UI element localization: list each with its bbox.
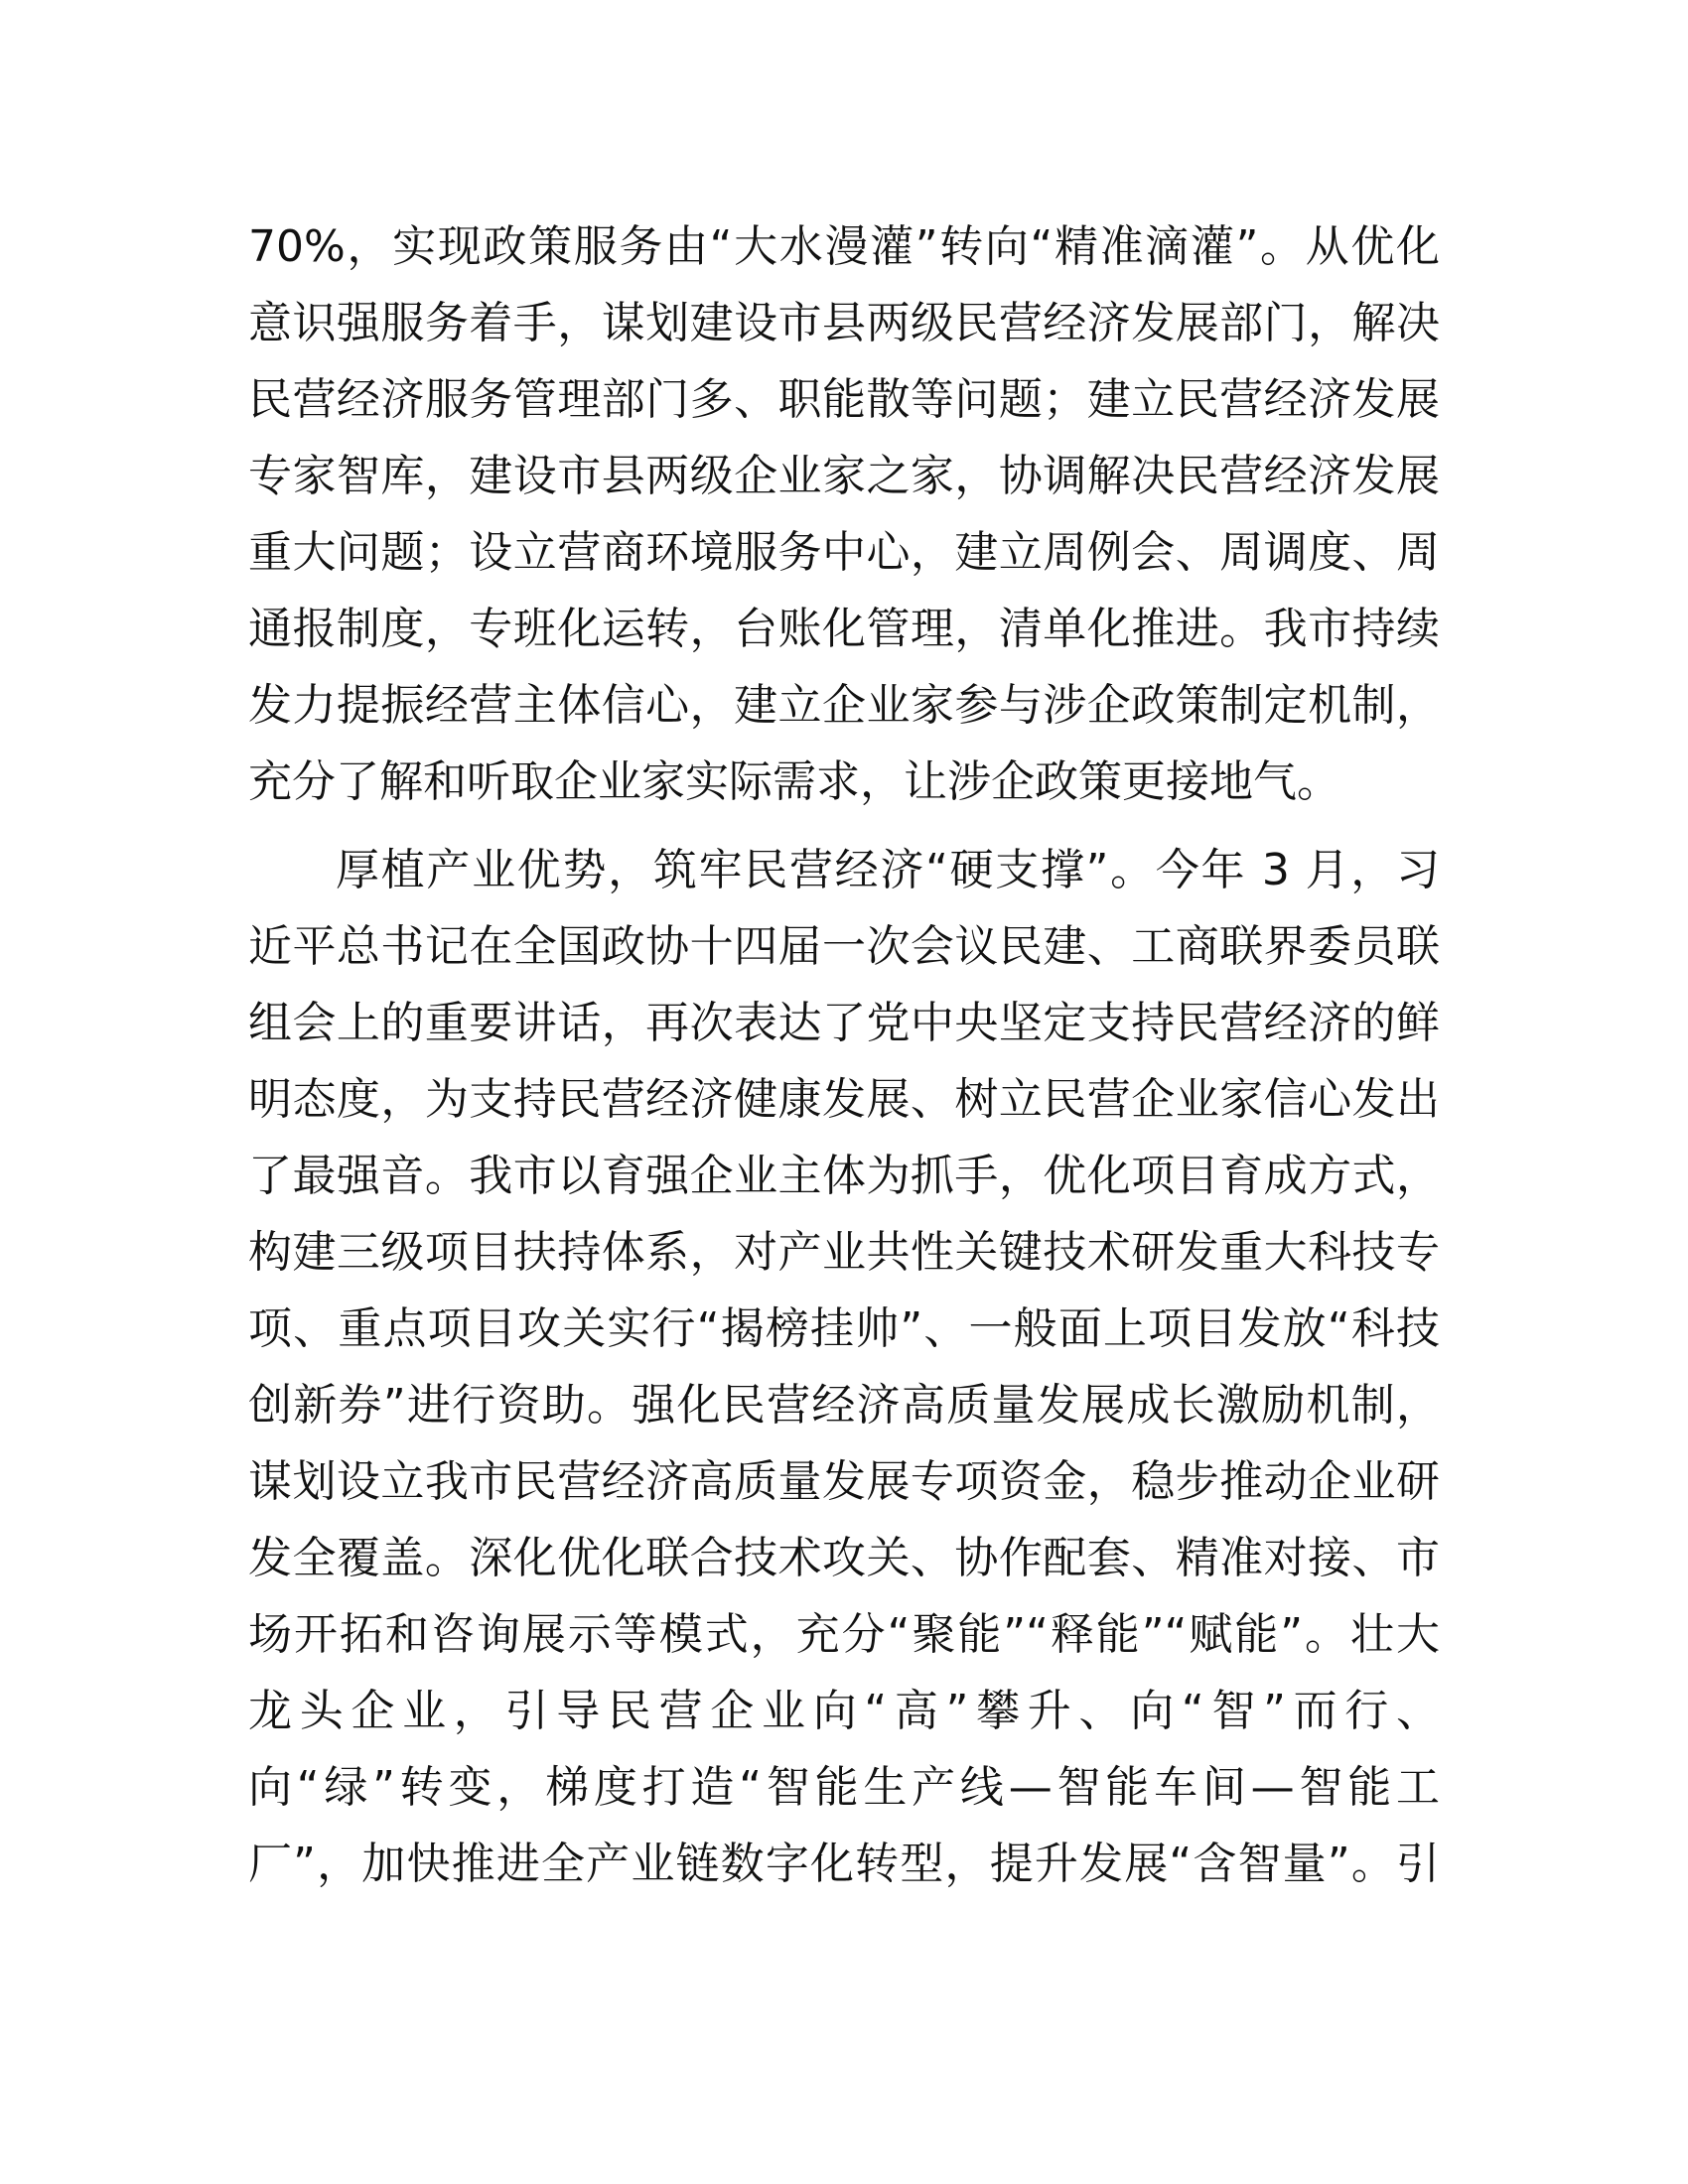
paragraph-gap xyxy=(248,820,1440,832)
paragraph-2 xyxy=(248,832,1440,1902)
paragraph-line: 通报制度，专班化运转，台账化管理，清单化推进。我市持续 xyxy=(248,604,1440,654)
paragraph-line: 发力提振经营主体信心，建立企业家参与涉企政策制定机制， xyxy=(248,680,1440,731)
paragraph-line: 发全覆盖。深化优化联合技术攻关、协作配套、精准对接、市 xyxy=(248,1533,1440,1583)
paragraph-line: 项、重点项目攻关实行“揭榜挂帅”、一般面上项目发放“科技 xyxy=(248,1303,1440,1354)
paragraph-line: 谋划设立我市民营经济高质量发展专项资金，稳步推动企业研 xyxy=(248,1456,1440,1507)
paragraph-line: 近平总书记在全国政协十四届一次会议民建、工商联界委员联 xyxy=(248,921,1440,972)
paragraph-line: 龙头企业，引导民营企业向“高”攀升、向“智”而行、 xyxy=(248,1686,1440,1736)
paragraph-line: 民营经济服务管理部门多、职能散等问题；建立民营经济发展 xyxy=(248,374,1440,425)
paragraph-line: 充分了解和听取企业家实际需求，让涉企政策更接地气。 xyxy=(248,756,1340,807)
paragraph-line: 场开拓和咨询展示等模式，充分“聚能”“释能”“赋能”。壮大 xyxy=(248,1609,1440,1660)
paragraph-line: 创新券”进行资助。强化民营经济高质量发展成长激励机制， xyxy=(248,1380,1440,1431)
paragraph-line: 构建三级项目扶持体系，对产业共性关键技术研发重大科技专 xyxy=(248,1227,1440,1278)
paragraph-line: 专家智库，建设市县两级企业家之家，协调解决民营经济发展 xyxy=(248,451,1440,501)
paragraph-line: 组会上的重要讲话，再次表达了党中央坚定支持民营经济的鲜 xyxy=(248,998,1440,1048)
paragraph-line: 70%，实现政策服务由“大水漫灌”转向“精准滴灌”。从优化 xyxy=(248,221,1440,272)
paragraph-line: 向“绿”转变，梯度打造“智能生产线—智能车间—智能工 xyxy=(248,1762,1440,1813)
paragraph-line: 明态度，为支持民营经济健康发展、树立民营企业家信心发出 xyxy=(248,1074,1440,1125)
paragraph-line: 厂”，加快推进全产业链数字化转型，提升发展“含智量”。引 xyxy=(248,1839,1440,1889)
paragraph-line: 了最强音。我市以育强企业主体为抓手，优化项目育成方式， xyxy=(248,1151,1440,1201)
paragraph-line: 意识强服务着手，谋划建设市县两级民营经济发展部门，解决 xyxy=(248,298,1440,348)
document-body xyxy=(248,208,1440,1902)
paragraph-line: 重大问题；设立营商环境服务中心，建立周例会、周调度、周 xyxy=(248,527,1440,578)
paragraph-1 xyxy=(248,208,1440,820)
paragraph-line: 厚植产业优势，筑牢民营经济“硬支撑”。今年 3 月，习 xyxy=(336,845,1440,895)
